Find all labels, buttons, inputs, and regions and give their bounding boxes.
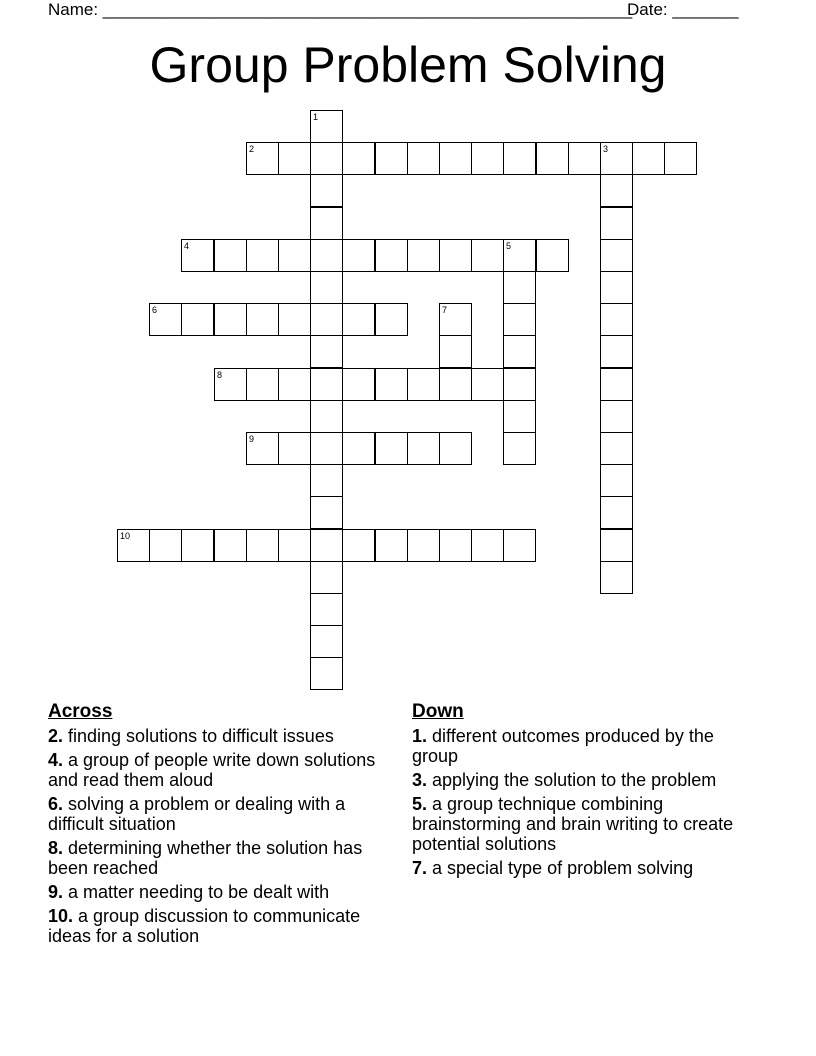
grid-cell[interactable]: [214, 529, 247, 562]
grid-cell[interactable]: [407, 368, 440, 401]
clue-down-3: [412, 770, 752, 790]
grid-cell[interactable]: [439, 432, 472, 465]
cell-number: 7: [442, 305, 448, 315]
grid-cell[interactable]: [310, 593, 343, 626]
clue-text: determining whether the solution has been reached: [48, 838, 363, 878]
cell-number: 10: [120, 531, 131, 541]
grid-cell[interactable]: [600, 561, 633, 594]
clue-text: finding solutions to difficult issues: [63, 726, 334, 746]
grid-cell[interactable]: [310, 303, 343, 336]
clue-number: 1.: [412, 726, 428, 746]
grid-cell[interactable]: [310, 625, 343, 658]
grid-cell[interactable]: [342, 368, 375, 401]
grid-cell[interactable]: [310, 207, 343, 240]
grid-cell[interactable]: [407, 529, 440, 562]
grid-cell[interactable]: [310, 174, 343, 207]
grid-cell[interactable]: [503, 271, 536, 304]
grid-cell[interactable]: [664, 142, 697, 175]
grid-cell[interactable]: [600, 207, 633, 240]
grid-cell[interactable]: [342, 529, 375, 562]
clue-number: 4.: [48, 750, 64, 770]
grid-cell[interactable]: [246, 239, 279, 272]
grid-cell[interactable]: [342, 432, 375, 465]
name-field-label: Name: ________________________________________________________: [48, 0, 633, 19]
grid-cell[interactable]: [600, 239, 633, 272]
grid-cell[interactable]: [342, 142, 375, 175]
grid-cell[interactable]: [503, 368, 536, 401]
grid-cell[interactable]: [503, 142, 536, 175]
grid-cell[interactable]: [149, 529, 182, 562]
grid-cell[interactable]: [310, 561, 343, 594]
grid-cell[interactable]: [503, 529, 536, 562]
grid-cell[interactable]: [181, 529, 214, 562]
grid-cell[interactable]: [278, 239, 311, 272]
clue-text: a special type of problem solving: [427, 858, 694, 878]
clue-number: 8.: [48, 838, 64, 858]
grid-cell[interactable]: [310, 432, 343, 465]
clue-number: 7.: [412, 858, 428, 878]
clue-number: 3.: [412, 770, 428, 790]
clue-across-10: [48, 906, 388, 946]
clue-text: a group discussion to communicate ideas for a solution: [48, 906, 361, 946]
grid-cell[interactable]: [439, 529, 472, 562]
grid-cell[interactable]: [439, 142, 472, 175]
grid-cell[interactable]: [600, 496, 633, 529]
grid-cell[interactable]: [310, 239, 343, 272]
grid-cell[interactable]: [471, 142, 504, 175]
grid-cell[interactable]: [246, 529, 279, 562]
grid-cell[interactable]: [375, 529, 408, 562]
grid-cell[interactable]: [600, 432, 633, 465]
page-title: Group Problem Solving: [149, 37, 667, 93]
cell-number: 2: [249, 144, 255, 154]
cell-number: 5: [506, 241, 512, 251]
cell-number: 8: [217, 370, 223, 380]
grid-cell[interactable]: [310, 464, 343, 497]
date-field-label: Date: _______: [627, 0, 739, 19]
grid-cell[interactable]: [310, 110, 343, 143]
grid-cell[interactable]: [246, 432, 279, 465]
cell-number: 9: [249, 434, 255, 444]
grid-cell[interactable]: [503, 400, 536, 433]
grid-cell[interactable]: [181, 303, 214, 336]
grid-cell[interactable]: [246, 142, 279, 175]
grid-cell[interactable]: [310, 529, 343, 562]
clue-number: 2.: [48, 726, 64, 746]
clue-text: a matter needing to be dealt with: [63, 882, 330, 902]
clue-across-4: [48, 750, 388, 790]
grid-cell[interactable]: [214, 303, 247, 336]
grid-cell[interactable]: [439, 303, 472, 336]
grid-cell[interactable]: [342, 303, 375, 336]
grid-cell[interactable]: [342, 239, 375, 272]
grid-cell[interactable]: [407, 142, 440, 175]
grid-cell[interactable]: [278, 142, 311, 175]
grid-cell[interactable]: [439, 239, 472, 272]
grid-cell[interactable]: [310, 271, 343, 304]
grid-cell[interactable]: [375, 142, 408, 175]
grid-cell[interactable]: [600, 335, 633, 368]
down-clues: [412, 702, 752, 882]
grid-cell[interactable]: [310, 142, 343, 175]
grid-cell[interactable]: [278, 303, 311, 336]
grid-cell[interactable]: [600, 529, 633, 562]
clue-text: applying the solution to the problem: [427, 770, 717, 790]
clue-across-9: [48, 882, 388, 902]
grid-cell[interactable]: [375, 368, 408, 401]
grid-cell[interactable]: [471, 529, 504, 562]
across-clues: [48, 702, 388, 950]
grid-cell[interactable]: [439, 335, 472, 368]
grid-cell[interactable]: [310, 368, 343, 401]
grid-cell[interactable]: [600, 368, 633, 401]
grid-cell[interactable]: [149, 303, 182, 336]
clue-across-2: [48, 726, 388, 746]
grid-cell[interactable]: [503, 432, 536, 465]
grid-cell[interactable]: [439, 368, 472, 401]
clue-text: different outcomes produced by the group: [412, 726, 714, 766]
clue-across-8: [48, 838, 388, 878]
cell-number: 1: [313, 112, 319, 122]
grid-cell[interactable]: [600, 303, 633, 336]
grid-cell[interactable]: [600, 464, 633, 497]
cell-number: 6: [152, 305, 158, 315]
grid-cell[interactable]: [246, 303, 279, 336]
grid-cell[interactable]: [278, 432, 311, 465]
clue-number: 9.: [48, 882, 64, 902]
across-heading: Across: [48, 701, 113, 722]
grid-cell[interactable]: [600, 271, 633, 304]
down-heading: Down: [412, 701, 464, 722]
grid-cell[interactable]: [632, 142, 665, 175]
grid-cell[interactable]: [214, 368, 247, 401]
grid-cell[interactable]: [278, 529, 311, 562]
grid-cell[interactable]: [310, 657, 343, 690]
clue-down-5: [412, 794, 752, 854]
grid-cell[interactable]: [246, 368, 279, 401]
grid-cell[interactable]: [407, 432, 440, 465]
grid-cell[interactable]: [600, 174, 633, 207]
grid-cell[interactable]: [471, 239, 504, 272]
grid-cell[interactable]: [181, 239, 214, 272]
grid-cell[interactable]: [600, 142, 633, 175]
grid-cell[interactable]: [471, 368, 504, 401]
cell-number: 3: [603, 144, 609, 154]
grid-cell[interactable]: [310, 335, 343, 368]
grid-cell[interactable]: [310, 400, 343, 433]
cell-number: 4: [184, 241, 190, 251]
clue-across-6: [48, 794, 388, 834]
clue-text: solving a problem or dealing with a difficult situation: [48, 794, 346, 834]
grid-cell[interactable]: [536, 142, 569, 175]
clue-number: 6.: [48, 794, 64, 814]
grid-cell[interactable]: [375, 432, 408, 465]
grid-cell[interactable]: [310, 496, 343, 529]
grid-cell[interactable]: [503, 239, 536, 272]
grid-cell[interactable]: [536, 239, 569, 272]
grid-cell[interactable]: [407, 239, 440, 272]
grid-cell[interactable]: [214, 239, 247, 272]
clue-number: 10.: [48, 906, 74, 926]
clue-down-7: [412, 858, 752, 878]
grid-cell[interactable]: [375, 239, 408, 272]
clue-text: a group technique combining brainstorming and brain writing to create potential solutions: [412, 794, 734, 854]
clue-text: a group of people write down solutions and read them aloud: [48, 750, 376, 790]
grid-cell[interactable]: [568, 142, 601, 175]
grid-cell[interactable]: [600, 400, 633, 433]
grid-cell[interactable]: [278, 368, 311, 401]
clue-down-1: [412, 726, 752, 766]
grid-cell[interactable]: [503, 335, 536, 368]
grid-cell[interactable]: [375, 303, 408, 336]
grid-cell[interactable]: [117, 529, 150, 562]
clue-number: 5.: [412, 794, 428, 814]
grid-cell[interactable]: [503, 303, 536, 336]
